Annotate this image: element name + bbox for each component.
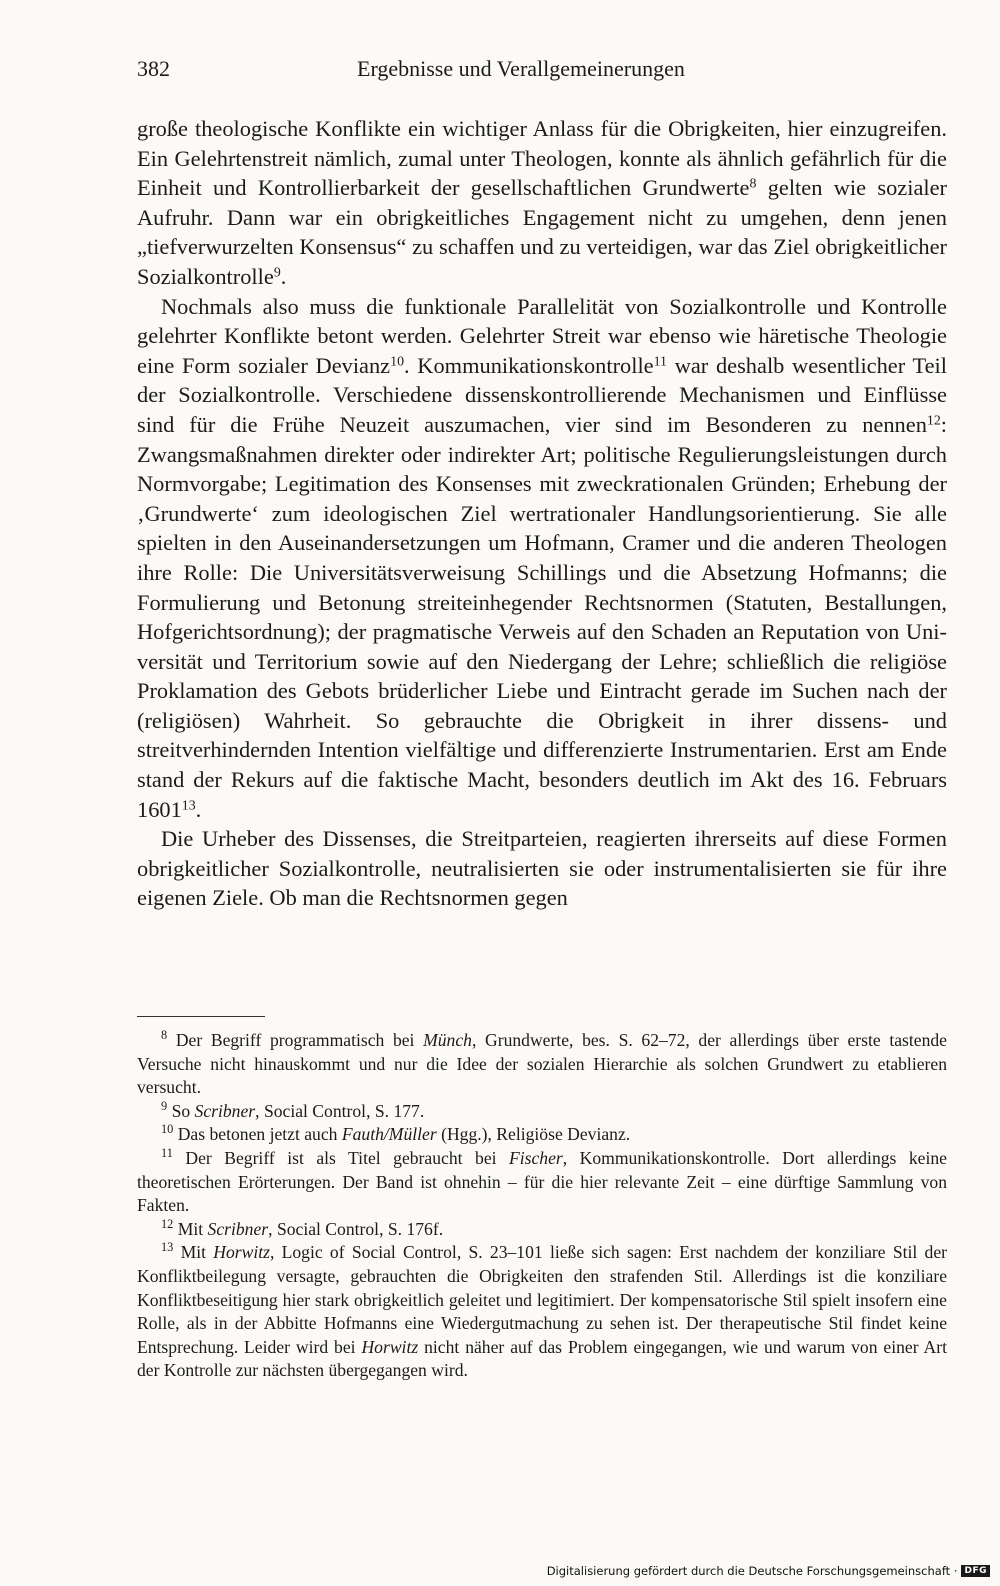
text-run: , Logic of Social Control, S. 23–101 ließe sich sagen: Erst nachdem der konziliare Stil der Konfliktbeilegung versagte, gebrauchten die Obrigkeiten den strafenden Stil. Allerdings ist die konziliare Konfliktbeseitigung hier stark obrigkeitlich geleitet und legitimiert. Der kompensatorische Stil spielt insofern eine Rolle, als in der Abbitte Hofmanns eine Wiedergutmachung zu sehen ist. Der therapeutische Stil findet keine Entsprechung. Leider wird bei <box>137 1242 948 1357</box>
footnote-ref: 13 <box>181 798 196 814</box>
footnote-number: 9 <box>161 1099 168 1114</box>
text-run: Mit <box>177 1218 208 1239</box>
text-run: gelten wie sozialer Aufruhr. Dann war ein obrigkeitliches Engagement nicht zu umgehen, denn jenen „tiefverwurzelten Konsensus“ zu schaffen und zu verteidigen, war das Ziel obrigkeitlicher Sozialkontrolle <box>137 175 947 289</box>
author-name: Horwitz <box>361 1336 419 1357</box>
author-name: Scribner <box>207 1218 269 1239</box>
author-name: Fauth/Müller <box>341 1124 437 1145</box>
text-run: , Social Control, S. 177. <box>255 1100 425 1121</box>
text-run: Das betonen jetzt auch <box>177 1124 342 1145</box>
page-number: 382 <box>137 56 170 81</box>
footnote-ref: 8 <box>749 176 757 192</box>
text-run: , Kommunikationskontrolle. Dort allerdings keine theoretischen Erörterungen. Der Band ist ohnehin – für die hier relevante Zeit – eine dürftige Sammlung von Fakten. <box>137 1147 947 1216</box>
footnote <box>137 1218 947 1242</box>
footnote-number: 13 <box>161 1240 174 1255</box>
footnote-divider <box>137 1016 265 1017</box>
footnote <box>137 1241 947 1383</box>
running-title: Ergebnisse und Verallgemeinerungen <box>357 56 685 81</box>
author-name: Fischer <box>509 1147 563 1168</box>
text-run: nicht näher auf das Problem eingegangen, wie und warum von einer Art der Kontrolle zur nächsten übergegangen wird. <box>137 1336 947 1381</box>
running-header <box>137 56 947 88</box>
footnote-ref: 10 <box>390 354 404 370</box>
footnote-ref: 12 <box>926 413 941 429</box>
footnote <box>137 1123 947 1147</box>
footnote <box>137 1029 947 1100</box>
author-name: Münch <box>423 1030 472 1050</box>
text-run: große theologische Konflikte ein wichtiger Anlass für die Obrigkeiten, hier einzugreifen. Ein Gelehrtenstreit nämlich, zumal unter Theologen, konnte als ähnlich gefährlich für die Einheit und Kontrollierbarkeit der gesellschaftlichen Grundwerte <box>137 116 947 201</box>
footnote-number: 11 <box>161 1146 173 1161</box>
text-run: So <box>171 1100 195 1121</box>
author-name: Scribner <box>194 1100 256 1121</box>
text-run: Der Begriff programmatisch bei <box>175 1030 424 1050</box>
text-run: Die Urheber des Dissenses, die Streitparteien, reagierten ihrerseits auf diese Formen obrigkeitlicher Sozialkontrolle, neutralisierten sie oder instrumentalisierten sie für ihre eigenen Ziele. Ob man die Rechtsnormen gegen <box>137 826 947 911</box>
text-run: , Social Control, S. 176f. <box>268 1218 444 1239</box>
text-run: Der Begriff ist als Titel gebraucht bei <box>185 1147 510 1168</box>
footnote-ref: 11 <box>653 354 667 370</box>
dfg-logo: DFG <box>961 1565 990 1577</box>
text-run: . <box>195 796 202 822</box>
footnote-number: 10 <box>161 1122 174 1137</box>
text-run: : Zwangsmaßnahmen direkter oder indirekter Art; politische Regulierungsleistungen durch Normvorgabe; Legitimation des Konsenses mit zweckrationalen Gründen; Erhebung der ‚Grundwerte‘ zum ideologischen Ziel wertrationaler Handlungsorientierung. Sie alle spielten in den Auseinandersetzungen um Hofmann, Cramer und die anderen Theologen ihre Rolle: Die Universitätsverweisung Schillings und die Absetzung Hofmanns; die Formulierung und Betonung streiteinhegender Rechtsnormen (Statuten, Bestallungen, Hofgerichtsordnung); der pragmatische Verweis auf den Schaden an Reputation von Universität und Territorium sowie auf den Niedergang der Lehre; schließlich die religiöse Proklamation des Gebots brüderlicher Liebe und Eintracht gerade im Suchen nach der (religiösen) Wahrheit. So gebrauchte die Obrigkeit in ihrer dissens- und streitverhindernden Intention vielfältige und differenzierte Instrumentarien. Erst am Ende stand der Rekurs auf die faktische Macht, besonders deutlich im Akt des 16. Februars 1601 <box>137 411 947 822</box>
paragraph <box>137 292 947 825</box>
text-run: (Hgg.), Religiöse Devianz. <box>436 1124 631 1145</box>
footnote-number: 8 <box>161 1028 168 1043</box>
text-run: , Grundwerte, bes. S. 62–72, der allerdings über erste tastende Versuche nicht hinauskommt und nur die Idee der sozialen Hierarchie als solchen Grundwert zu etablieren versucht. <box>137 1030 947 1098</box>
footnote-number: 12 <box>161 1216 174 1231</box>
footnotes <box>137 1029 947 1383</box>
author-name: Horwitz <box>213 1242 270 1263</box>
main-text <box>137 114 947 913</box>
text-run: . Kommunikationskontrolle <box>404 352 654 378</box>
paragraph <box>137 824 947 913</box>
footnote-ref: 9 <box>273 265 281 281</box>
text-run: war deshalb wesentlicher Teil der Sozialkontrolle. Verschiedene dissenskontrollierende Mechanismen und Einflüsse sind für die Frühe Neuzeit auszumachen, vier sind im Besonderen zu nennen <box>137 352 947 437</box>
footnote <box>137 1100 947 1124</box>
digitization-footer <box>547 1564 990 1578</box>
text-run: . <box>280 263 287 289</box>
text-run: Nochmals also muss die funktionale Parallelität von Sozialkontrolle und Kontrolle gelehrter Konflikte betont werden. Gelehrter Streit war ebenso wie häretische Theologie eine Form sozialer Devianz <box>137 293 947 378</box>
paragraph <box>137 114 947 292</box>
text-run: Mit <box>180 1242 214 1263</box>
footnote <box>137 1147 947 1218</box>
funding-notice: Digitalisierung gefördert durch die Deutsche Forschungsgemeinschaft · <box>546 1564 958 1578</box>
